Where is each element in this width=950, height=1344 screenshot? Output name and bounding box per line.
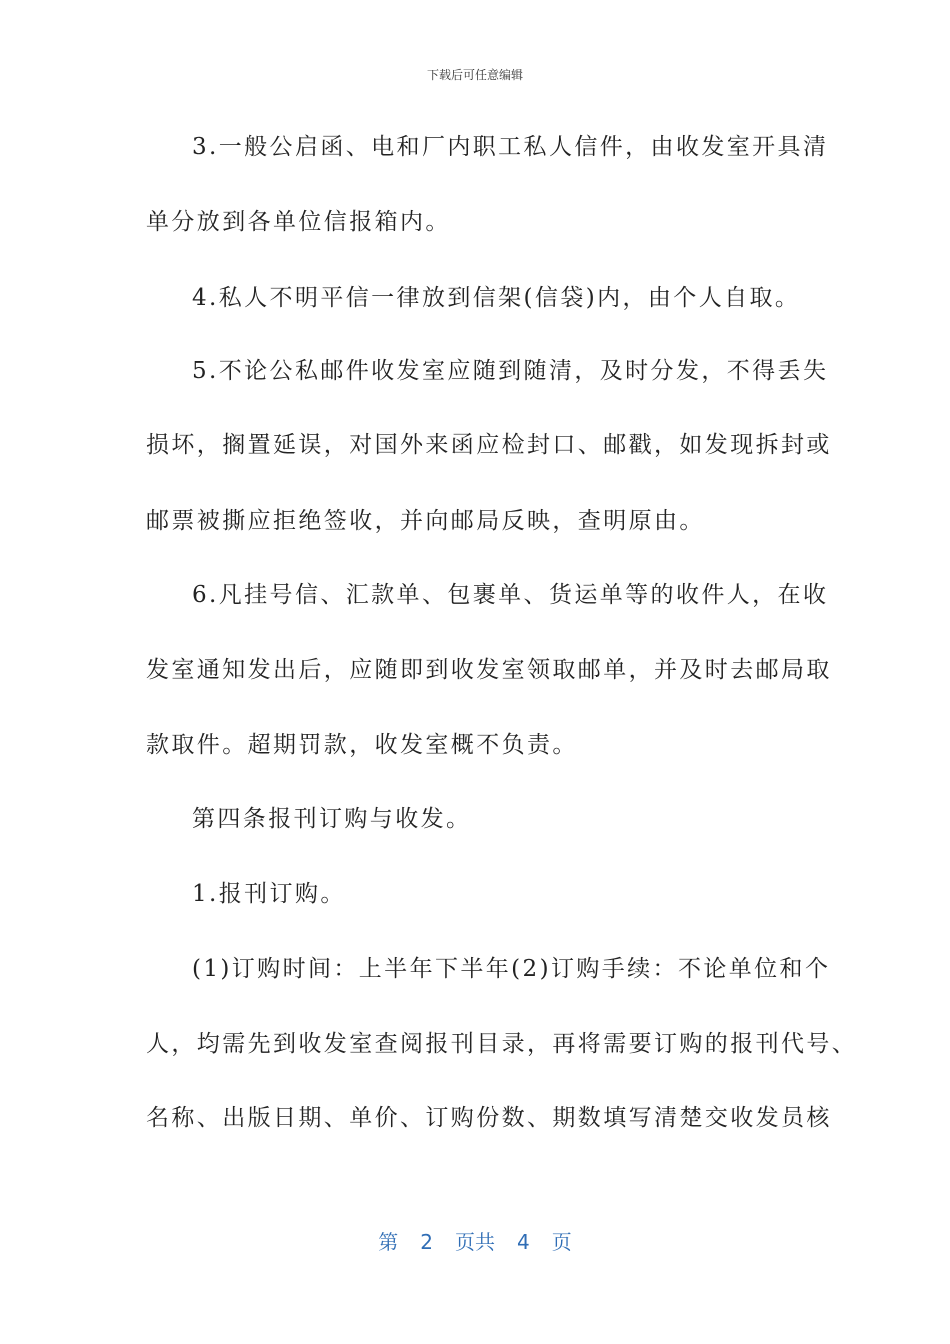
body-line: 发室通知发出后，应随即到收发室领取邮单，并及时去邮局取 xyxy=(146,657,832,683)
page-footer xyxy=(0,1226,950,1255)
body-line: 4.私人不明平信一律放到信架(信袋)内，由个人自取。 xyxy=(192,285,801,311)
footer-suffix: 页 xyxy=(551,1230,572,1254)
body-line: 人，均需先到收发室查阅报刊目录，再将需要订购的报刊代号、 xyxy=(146,1031,858,1057)
header-note: 下载后可任意编辑 xyxy=(426,68,523,82)
body-line: 损坏，搁置延误，对国外来函应检封口、邮戳，如发现拆封或 xyxy=(146,432,832,458)
footer-middle: 页共 xyxy=(455,1230,495,1254)
body-line: 第四条报刊订购与收发。 xyxy=(192,806,472,832)
body-line: 单分放到各单位信报箱内。 xyxy=(146,209,451,235)
current-page-number: 2 xyxy=(420,1230,433,1254)
body-line: 3.一般公启函、电和厂内职工私人信件，由收发室开具清 xyxy=(192,134,829,160)
body-line: 1.报刊订购。 xyxy=(192,881,346,907)
body-line: 5.不论公私邮件收发室应随到随清，及时分发，不得丢失 xyxy=(192,358,829,384)
body-line: 邮票被撕应拒绝签收，并向邮局反映，查明原由。 xyxy=(146,508,705,534)
body-line: (1)订购时间：上半年下半年(2)订购手续：不论单位和个 xyxy=(192,956,831,982)
body-line: 名称、出版日期、单价、订购份数、期数填写清楚交收发员核 xyxy=(146,1105,832,1131)
body-line: 款取件。超期罚款，收发室概不负责。 xyxy=(146,732,578,758)
footer-prefix: 第 xyxy=(378,1230,399,1254)
total-pages-number: 4 xyxy=(517,1230,530,1254)
body-line: 6.凡挂号信、汇款单、包裹单、货运单等的收件人，在收 xyxy=(192,582,829,608)
